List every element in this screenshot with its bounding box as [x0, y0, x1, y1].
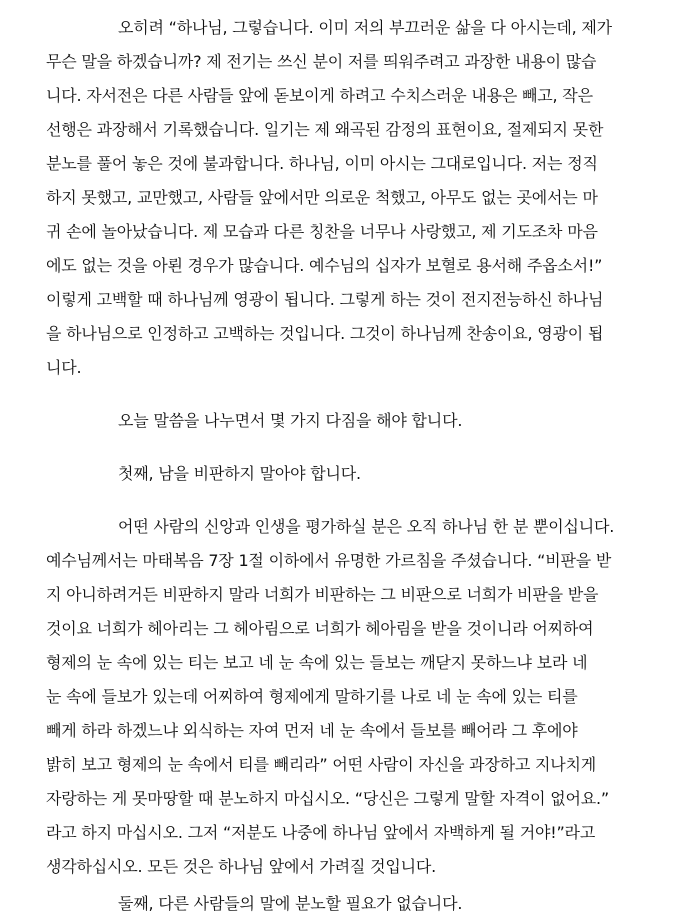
paragraph-4-line-10: 라고 하지 마십시오. 그저 “저분도 나중에 하나님 앞에서 자백하게 될 거야!”라고: [46, 823, 596, 842]
paragraph-1-line-4: 선행은 과장해서 기록했습니다. 일기는 제 왜곡된 감정의 표현이요, 절제되지 못한: [46, 120, 604, 139]
paragraph-4-line-2: 예수님께서는 마태복음 7장 1절 이하에서 유명한 가르침을 주셨습니다. “비판을 받: [46, 551, 612, 570]
paragraph-1-line-3: 니다. 자서전은 다른 사람들 앞에 돋보이게 하려고 수치스러운 내용은 빼고, 작은: [46, 86, 593, 105]
paragraph-4-line-4: 것이요 너희가 헤아리는 그 헤아림으로 너희가 헤아림을 받을 것이니라 어찌하여: [46, 619, 594, 638]
paragraph-4-line-5: 형제의 눈 속에 있는 티는 보고 네 눈 속에 있는 들보는 깨닫지 못하느냐 보라 네: [46, 653, 588, 672]
paragraph-1-line-9: 이렇게 고백할 때 하나님께 영광이 됩니다. 그렇게 하는 것이 전지전능하신 하나님: [46, 290, 604, 309]
paragraph-5-heading: 둘째, 다른 사람들의 말에 분노할 필요가 없습니다.: [118, 894, 463, 913]
paragraph-1-line-11: 니다.: [46, 358, 82, 377]
paragraph-1-line-2: 무슨 말을 하겠습니까? 제 전기는 쓰신 분이 저를 띄워주려고 과장한 내용이 많습: [46, 52, 597, 71]
paragraph-4-line-9: 자랑하는 게 못마땅할 때 분노하지 마십시오. “당신은 그렇게 말할 자격이 없어요.”: [46, 789, 610, 808]
paragraph-1-line-6: 하지 못했고, 교만했고, 사람들 앞에서만 의로운 척했고, 아무도 없는 곳에서는 마: [46, 188, 598, 207]
paragraph-4-line-11: 생각하십시오. 모든 것은 하나님 앞에서 가려질 것입니다.: [46, 857, 436, 876]
paragraph-1-line-1: 오히려 “하나님, 그렇습니다. 이미 저의 부끄러운 삶을 다 아시는데, 제가: [118, 18, 612, 37]
paragraph-2-line-1: 오늘 말씀을 나누면서 몇 가지 다짐을 해야 합니다.: [118, 411, 463, 430]
paragraph-3-heading: 첫째, 남을 비판하지 말아야 합니다.: [118, 464, 361, 483]
paragraph-4-line-7: 빼게 하라 하겠느냐 외식하는 자여 먼저 네 눈 속에서 들보를 빼어라 그 후에야: [46, 721, 578, 740]
paragraph-1-line-7: 귀 손에 놀아났습니다. 제 모습과 다른 칭찬을 너무나 사랑했고, 제 기도조차 마음: [46, 222, 598, 241]
paragraph-1-line-5: 분노를 풀어 놓은 것에 불과합니다. 하나님, 이미 아시는 그대로입니다. 저는 정직: [46, 154, 598, 173]
paragraph-1-line-10: 을 하나님으로 인정하고 고백하는 것입니다. 그것이 하나님께 찬송이요, 영광이 됩: [46, 324, 604, 343]
paragraph-1-line-8: 에도 없는 것을 아뢴 경우가 많습니다. 예수님의 십자가 보혈로 용서해 주옵소서!”: [46, 256, 603, 275]
paragraph-4-line-6: 눈 속에 들보가 있는데 어찌하여 형제에게 말하기를 나로 네 눈 속에 있는 티를: [46, 687, 578, 706]
paragraph-4-line-3: 지 아니하려거든 비판하지 말라 너희가 비판하는 그 비판으로 너희가 비판을 받을: [46, 585, 599, 604]
paragraph-4-line-1: 어떤 사람의 신앙과 인생을 평가하실 분은 오직 하나님 한 분 뿐이십니다.: [118, 517, 615, 536]
paragraph-4-line-8: 밝히 보고 형제의 눈 속에서 티를 빼리라” 어떤 사람이 자신을 과장하고 지나치게: [46, 755, 597, 774]
